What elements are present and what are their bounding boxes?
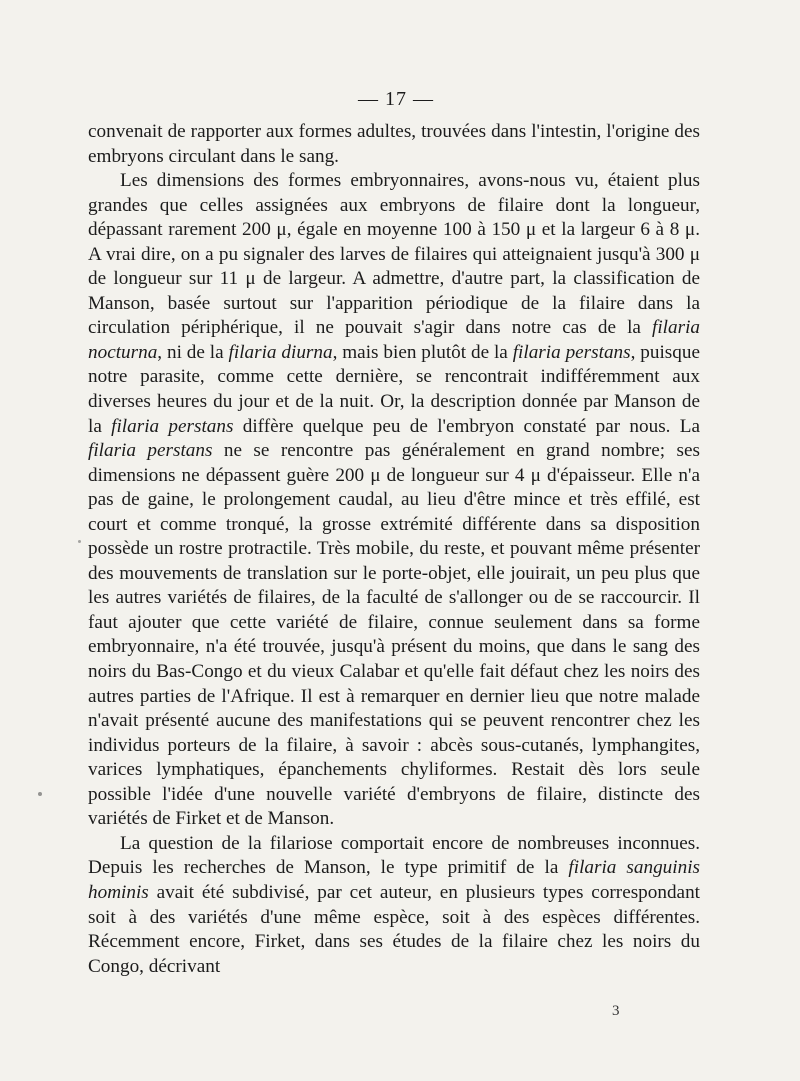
paragraph-2 [88, 169, 700, 832]
signature-mark: 3 [612, 1003, 620, 1019]
species-name: filaria diurna [228, 341, 333, 363]
text-run: , mais bien plutôt de la [332, 341, 513, 363]
text-run: , ni de la [157, 341, 229, 363]
text-run: convenait de rapporter aux formes adultes, trouvées dans l'intestin, l'origine des embryons circulant dans le sang. [88, 121, 700, 167]
text-run: avait été subdivisé, par cet auteur, en plusieurs types correspondant soit à des variétés d'une même espèce, soit à des espèces différentes. Récemment encore, Firket, dans ses études de la filaire chez les noirs du Congo, décrivant [88, 881, 700, 977]
species-name: filaria perstans [88, 440, 213, 462]
species-name: filaria perstans [111, 415, 234, 437]
species-name: filaria sanguinis hominis [88, 857, 701, 903]
paper-speck [78, 540, 81, 543]
text-run: Les dimensions des formes embryonnaires, avons-nous vu, étaient plus grandes que celles assignées aux embryons de filaire dont la longueur, dépassant rarement 200 μ, égale en moyenne 100 à 150 μ et la largeur 6 à 8 μ. A vrai dire, on a pu signaler des larves de filaires qui atteignaient jusqu'à 300 μ de longueur sur 11 μ de largeur. A admettre, d'autre part, la classification de Manson, basée surtout sur l'apparition périodique de la filaire dans la circulation périphérique, il ne pouvait s'agir dans notre cas de la [88, 170, 700, 339]
text-run: diffère quelque peu de l'embryon constaté par nous. La [233, 415, 700, 437]
body-text [88, 120, 700, 979]
paragraph-1 [88, 120, 700, 169]
text-run: , puisque notre parasite, comme cette dernière, se rencontrait indifféremment aux diverses heures du jour et de la nuit. Or, la description donnée par Manson de la [88, 341, 700, 437]
species-name: filaria nocturna [88, 317, 700, 363]
page-number: — 17 — [358, 88, 434, 110]
text-run: ne se rencontre pas généralement en grand nombre; ses dimensions ne dépassent guère 200 μ de longueur sur 4 μ d'épaisseur. Elle n'a pas de gaine, le prolongement caudal, au lieu d'être mince et très effilé, est court et comme tronqué, la grosse extrémité différente dans sa disposition possède un rostre protractile. Très mobile, du reste, et pouvant même présenter des mouvements de translation sur le porte-objet, elle jouirait, un peu plus que les autres variétés de filaires, de la faculté de s'allonger ou de se raccourcir. Il faut ajouter que cette variété de filaire, connue seulement dans sa forme embryonnaire, n'a été trouvée, jusqu'à présent du moins, que dans le sang des noirs du Bas-Congo et du vieux Calabar et qu'elle fait défaut chez les noirs des autres parties de l'Afrique. Il est à remarquer en dernier lieu que notre malade n'avait présenté aucune des manifestations qui se peuvent rencontrer chez les individus porteurs de la filaire, à savoir : abcès sous-cutanés, lymphangites, varices lymphatiques, épanchements chyliformes. Restait dès lors seule possible l'idée d'une nouvelle variété d'embryons de filaire, distincte des variétés de Firket et de Manson. [88, 440, 701, 830]
paper-speck [38, 792, 42, 796]
paragraph-3 [88, 832, 700, 979]
text-run: La question de la filariose comportait encore de nombreuses inconnues. Depuis les recherches de Manson, le type primitif de la [88, 832, 700, 879]
species-name: filaria perstans [512, 341, 631, 363]
